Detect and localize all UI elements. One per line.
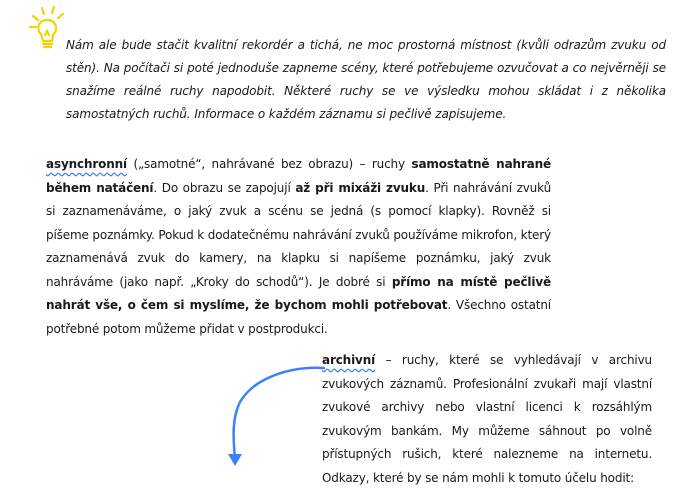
asynchronous-sounds-paragraph xyxy=(46,153,551,341)
async-text-4: . Všechno ostatní potřebné potom můžeme přidat v postprodukci. xyxy=(46,298,551,336)
archive-text: – ruchy, které se vyhledávají v archivu zvukových záznamů. Profesionální zvukaři mají vlastní zvukové archivy nebo vlastní licenci k rozsáhlým zvukovým bankám. My můžeme sáhnout po volně přístupných rušich, které nalezneme na internetu. Odkazy, které by se nám mohli k tomuto účelu hodit: xyxy=(322,353,652,485)
lightbulb-icon xyxy=(28,6,68,52)
async-text-2: . Do obrazu se zapojují xyxy=(153,180,296,195)
async-text-3: . Při nahrávání zvuků si zaznamenáváme, o jaký zvuk a scénu se jedná (s pomocí klapky). Rovněž si píšeme poznámky. Pokud k dodatečnému nahrávání zvuků používáme mikrofon, který zaznamenává zvuk do kamery, na klapku si napíšeme poznámku, jaký zvuk nahráváme (jako např. „Kroky do schodů“). Je dobré si xyxy=(46,180,552,289)
curved-arrow-icon xyxy=(220,362,330,474)
intro-paragraph: Nám ale bude stačit kvalitní rekordér a tichá, ne moc prostorná místnost (kvůli odrazům zvuku od stěn). Na počítači si poté jednoduše zapneme scény, které potřebujeme ozvučovat a co nejvěrněji se snažíme reálné ruchy napodobit. Některé ruchy se ve výsledku mohou skládat i z několika samostatných ruchů. Informace o každém záznamu si pečlivě zapisujeme. xyxy=(66,38,666,121)
term-asynchronous: asynchronní xyxy=(46,157,127,171)
async-bold-1: samostatně nahrané během natáčení xyxy=(46,157,552,195)
async-bold-3: přímo na místě pečlivě nahrát vše, o čem si myslíme, že bychom mohli potřebovat xyxy=(46,274,551,312)
term-archive: archivní xyxy=(322,353,376,367)
async-bold-2: až při mixáži zvuku xyxy=(295,180,426,195)
async-text-1: („samotné“, nahrávané bez obrazu) – ruchy xyxy=(126,157,412,171)
archive-sounds-paragraph xyxy=(322,349,652,490)
